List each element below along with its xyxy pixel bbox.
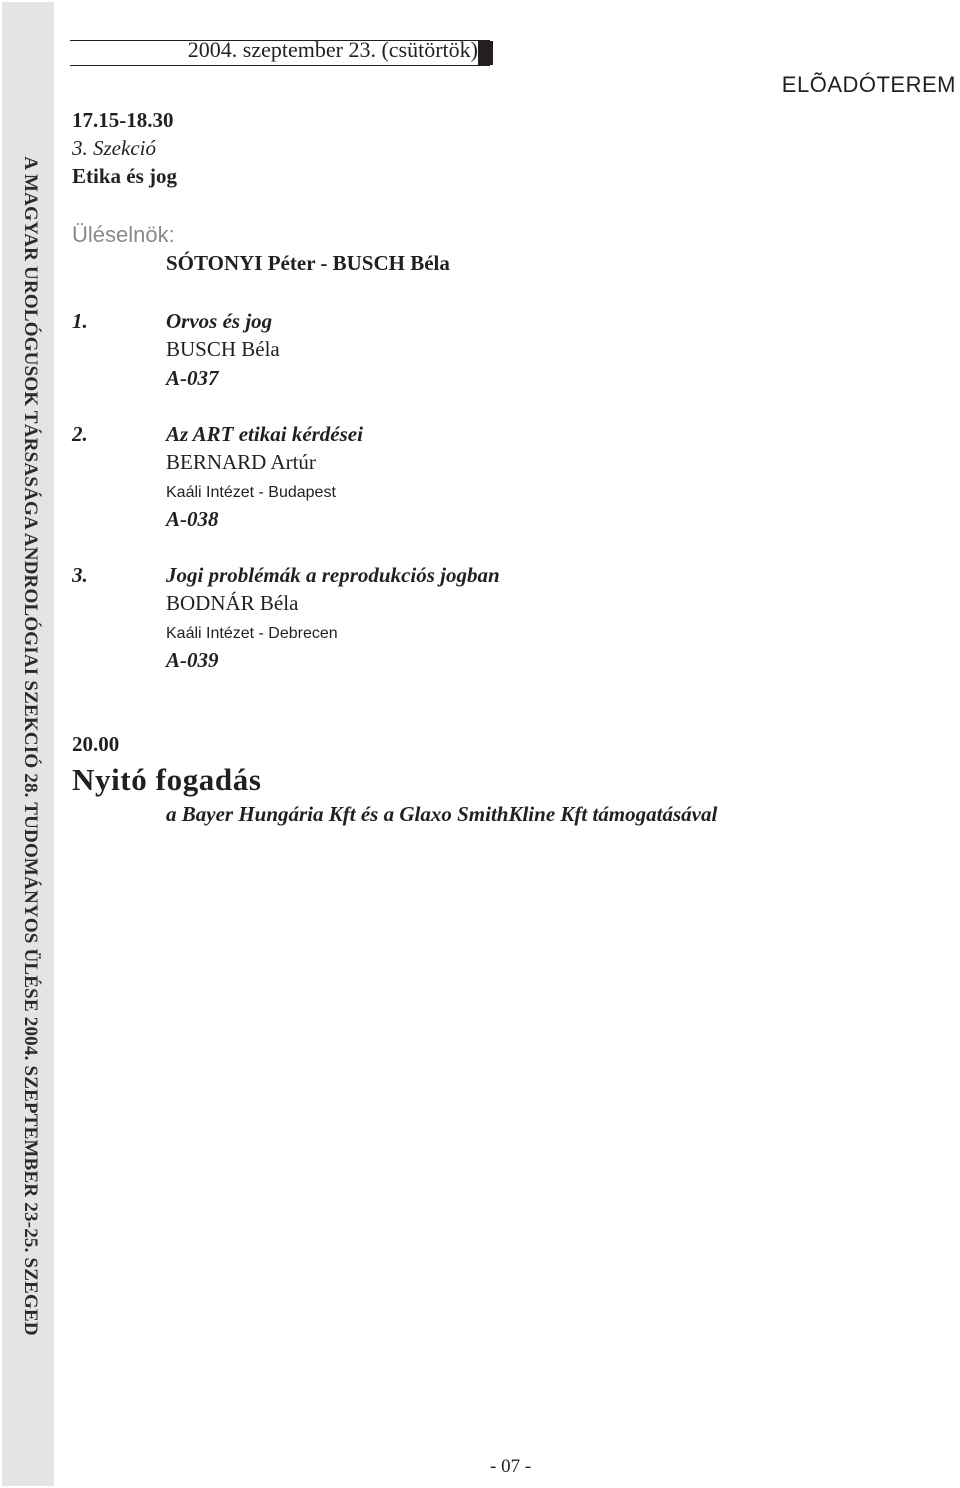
talk-title: Az ART etikai kérdései <box>166 422 363 446</box>
talk-code: A-038 <box>166 507 219 531</box>
chair-names: SÓTONYI Péter - BUSCH Béla <box>166 251 450 275</box>
talk-number: 3. <box>72 563 88 587</box>
talk-institution: Kaáli Intézet - Debrecen <box>166 625 338 642</box>
sidebar-band <box>2 2 54 1486</box>
date-header <box>70 37 490 66</box>
reception-time: 20.00 <box>72 732 120 756</box>
reception-sponsor-note: a Bayer Hungária Kft és a Glaxo SmithKline Kft támogatásával <box>166 802 718 826</box>
chair-label: Üléselnök: <box>72 222 175 247</box>
talk-author: BODNÁR Béla <box>166 591 299 615</box>
session-number: 3. Szekció <box>72 136 156 160</box>
talk-author: BERNARD Artúr <box>166 450 316 474</box>
talk-title: Orvos és jog <box>166 309 273 333</box>
session-time: 17.15-18.30 <box>72 108 174 132</box>
session-title: Etika és jog <box>72 164 177 188</box>
page-number: - 07 - <box>490 1456 532 1477</box>
talk-number: 1. <box>72 309 88 333</box>
talk-author: BUSCH Béla <box>166 337 280 361</box>
talk-institution: Kaáli Intézet - Budapest <box>166 484 336 501</box>
talk-code: A-037 <box>166 366 219 390</box>
date-label: 2004. szeptember 23. (csütörtök) <box>187 37 478 62</box>
talk-title: Jogi problémák a reprodukciós jogban <box>166 563 500 587</box>
reception-title: Nyitó fogadás <box>72 762 262 797</box>
room-label: ELÕADÓTEREM <box>781 72 956 97</box>
talk-code: A-039 <box>166 648 219 672</box>
header-black-block <box>478 41 493 65</box>
sidebar-running-title: A MAGYAR UROLÓGUSOK TÁRSASÁGA ANDROLÓGIAI SZEKCIÓ 28. TUDOMÁNYOS ÜLÉSE 2004. SZEPTEMBER 23-25. SZEGED <box>20 156 41 1336</box>
talk-number: 2. <box>72 422 88 446</box>
